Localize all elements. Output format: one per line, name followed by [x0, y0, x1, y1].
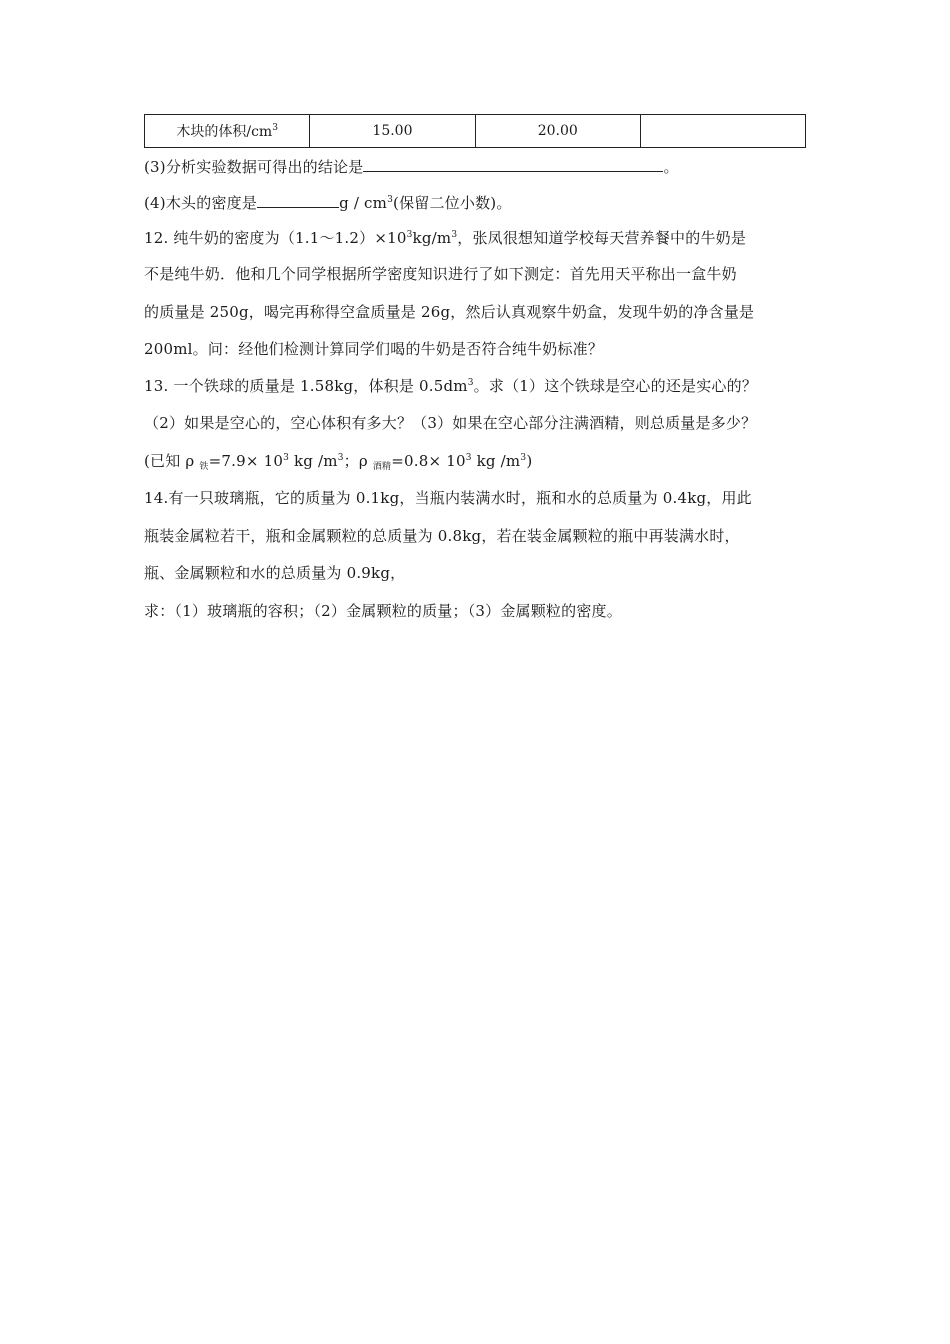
q13-text: ；ρ — [343, 452, 373, 470]
question-14-line-3: 瓶、金属颗粒和水的总质量为 0.9kg， — [144, 564, 406, 582]
q4-text: (4)木头的密度是 — [144, 194, 258, 212]
q12-text: ，张凤很想知道学校每天营养餐中的牛奶是 — [457, 229, 747, 247]
q13-text: (已知 ρ — [144, 452, 200, 470]
question-13-line-1 — [144, 376, 757, 396]
q13-text: 13. 一个铁球的质量是 1.58kg，体积是 0.5dm — [144, 377, 468, 395]
question-12-line-1 — [144, 228, 746, 248]
data-table — [144, 114, 806, 148]
table-row — [145, 115, 806, 148]
question-12-line-3: 的质量是 250g，喝完再称得空盒质量是 26g，然后认真观察牛奶盒，发现牛奶的净含量是 — [144, 303, 755, 321]
question-3 — [144, 156, 679, 177]
q13-text: =7.9× 10 — [208, 452, 284, 470]
q13-sup: 3 — [337, 453, 344, 463]
q13-sub: 铁 — [199, 462, 209, 472]
table-cell: 20.00 — [475, 115, 640, 148]
q13-sup: 3 — [520, 453, 527, 463]
q13-text: =0.8× 10 — [391, 452, 466, 470]
row-label-sup: 3 — [272, 123, 278, 133]
q13-sub: 酒精 — [372, 462, 392, 472]
question-13-line-3 — [144, 451, 532, 471]
question-14-line-2: 瓶装金属粒若干，瓶和金属颗粒的总质量为 0.8kg，若在装金属颗粒的瓶中再装满水时， — [144, 527, 740, 545]
q4-unit-sup: 3 — [387, 195, 394, 205]
row-label-text: 木块的体积/cm — [176, 124, 273, 140]
q12-text: 12. 纯牛奶的密度为（1.1～1.2）×10 — [144, 229, 407, 247]
q4-answer-blank[interactable] — [257, 192, 339, 208]
table-row-label — [145, 115, 310, 148]
table-cell: 15.00 — [310, 115, 475, 148]
question-13-line-2: （2）如果是空心的，空心体积有多大？（3）如果在空心部分注满酒精，则总质量是多少？ — [144, 414, 757, 432]
q12-sup: 3 — [451, 230, 458, 240]
q13-text: 。求（1）这个铁球是空心的还是实心的？ — [473, 377, 758, 395]
q4-unit: g / cm — [339, 194, 388, 212]
q3-answer-blank[interactable] — [363, 156, 663, 172]
question-12-line-2: 不是纯牛奶．他和几个同学根据所学密度知识进行了如下测定：首先用天平称出一盒牛奶 — [144, 265, 737, 283]
q4-suffix: (保留二位小数)。 — [393, 194, 512, 212]
q13-sup: 3 — [283, 453, 290, 463]
q13-sup: 3 — [465, 453, 472, 463]
q13-text: kg /m — [289, 452, 338, 470]
question-4 — [144, 192, 512, 213]
q3-suffix: 。 — [663, 158, 679, 176]
table-cell-empty — [640, 115, 805, 148]
q13-text: ) — [526, 452, 533, 470]
q3-text: (3)分析实验数据可得出的结论是 — [144, 158, 364, 176]
q13-text: kg /m — [471, 452, 521, 470]
question-14-line-1: 14.有一只玻璃瓶，它的质量为 0.1kg，当瓶内装满水时，瓶和水的总质量为 0.4kg，用此 — [144, 489, 752, 507]
question-12-line-4: 200ml。问：经他们检测计算同学们喝的牛奶是否符合纯牛奶标准？ — [144, 340, 604, 358]
q12-sup: 3 — [406, 230, 413, 240]
q13-sup: 3 — [467, 378, 474, 388]
question-14-line-4: 求：（1）玻璃瓶的容积；（2）金属颗粒的质量；（3）金属颗粒的密度。 — [144, 602, 622, 620]
q12-unit: kg/m — [412, 229, 452, 247]
